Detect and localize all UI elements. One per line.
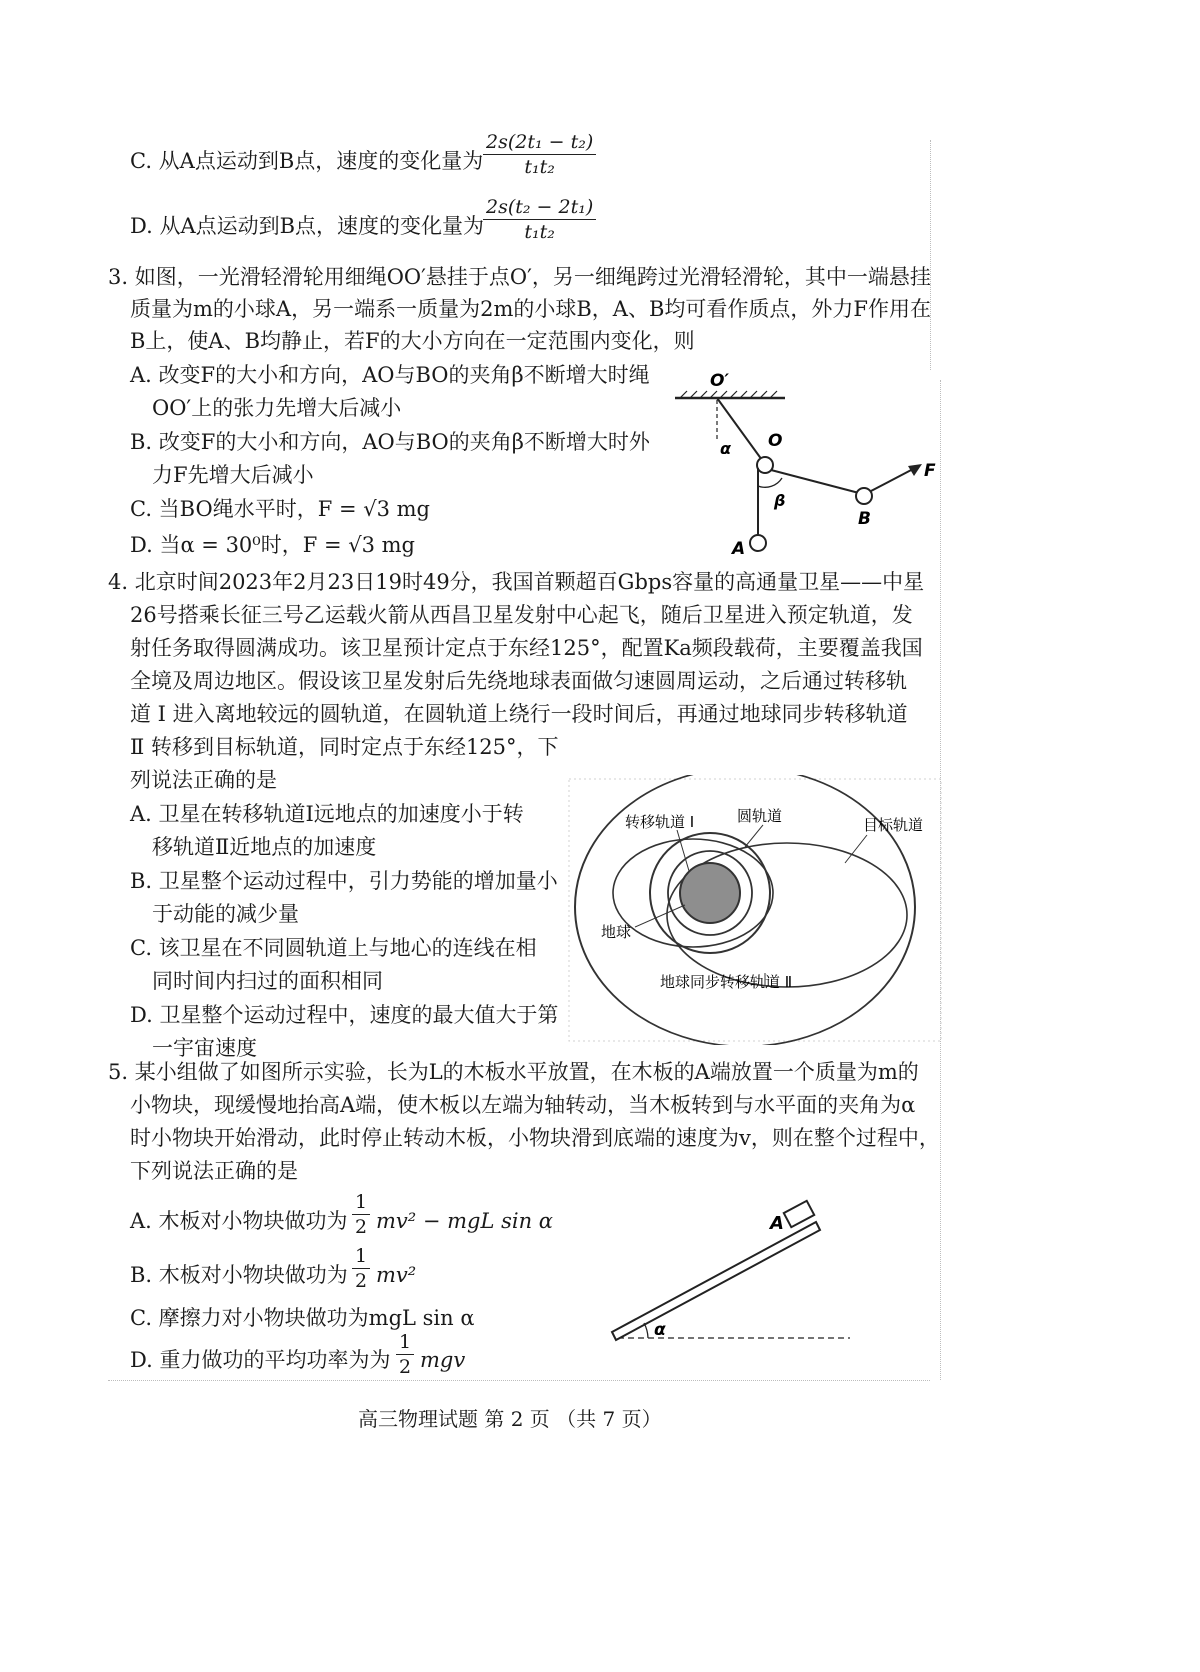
q4-stem-line4: 全境及周边地区。假设该卫星发射后先绕地球表面做匀速圆周运动，之后通过转移轨 (130, 669, 907, 693)
q4-option-a-line2: 移轨道Ⅱ近地点的加速度 (152, 835, 377, 859)
force-f-arrow (871, 468, 915, 491)
q4-stem-line3: 射任务取得圆满成功。该卫星预计定点于东经125°，配置Ka频段载荷，主要覆盖我国 (130, 636, 923, 660)
label-alpha: α (720, 439, 731, 458)
page-footer: 高三物理试题 第 2 页 （共 7 页） (358, 1407, 662, 1431)
q5-stem-line2: 小物块，现缓慢地抬高A端，使木板以左端为轴转动，当木板转到与水平面的夹角为α (130, 1093, 916, 1117)
q4-option-a-line1: A. 卫星在转移轨道Ⅰ远地点的加速度小于转 (130, 802, 524, 826)
q3-option-a-line2: OO′上的张力先增大后减小 (152, 396, 402, 420)
block-a (784, 1201, 814, 1227)
q5-option-d-suffix: mgv (420, 1348, 466, 1372)
earth (680, 863, 740, 923)
board (612, 1222, 820, 1340)
q5-option-b-suffix: mv² (376, 1263, 417, 1287)
q3-stem-line3: B上，使A、B均静止，若F的大小方向在一定范围内变化，则 (130, 329, 695, 353)
q3-pulley-diagram (660, 360, 950, 570)
q3-stem-line1: 3. 如图，一光滑轻滑轮用细绳OO′悬挂于点O′，另一细绳跨过光滑轻滑轮，其中一端悬挂 (108, 265, 931, 289)
q5-option-a-half: $\frac{1}{2}$ (352, 1190, 370, 1239)
pulley (757, 457, 773, 473)
q5-incline-diagram (600, 1195, 860, 1355)
leader-earth (635, 905, 685, 927)
q5-option-c: C. 摩擦力对小物块做功为mgL sin α (130, 1306, 475, 1330)
q2-option-d-fraction: $\frac{\text{2s(t₂ − 2t₁)}}{\text{t₁t₂}}$ (483, 195, 596, 244)
q4-stem-line6: Ⅱ 转移到目标轨道，同时定点于东经125°，下 (130, 735, 559, 759)
label-a: A (732, 539, 746, 559)
q3-stem-line2: 质量为m的小球A，另一端系一质量为2m的小球B，A、B均可看作质点，外力F作用在 (130, 297, 931, 321)
dotted-guide (930, 140, 931, 370)
ball-b (856, 488, 872, 504)
q4-orbit-diagram (565, 775, 945, 1045)
q2-option-c-fraction: $\frac{\text{2s(2t₁ − t₂)}}{\text{t₁t₂}}$ (483, 130, 596, 179)
q5-option-b-prefix: B. 木板对小物块做功为 (130, 1263, 348, 1287)
q5-option-d-prefix: D. 重力做功的平均功率为为 (130, 1348, 391, 1372)
label-transfer-orbit-1: 转移轨道 Ⅰ (625, 813, 695, 831)
q4-stem-line1: 4. 北京时间2023年2月23日19时49分，我国首颗超百Gbps容量的高通量卫星——中星 (108, 570, 925, 594)
label-target-orbit: 目标轨道 (863, 816, 924, 834)
ball-a (750, 535, 766, 551)
q3-option-d: D. 当α = 30⁰时，F = √3 mg (130, 533, 415, 557)
q2-option-c: C. 从A点运动到B点，速度的变化量为 (130, 149, 484, 173)
q5-option-b-half: $\frac{1}{2}$ (352, 1244, 370, 1293)
q4-option-d-line2: 一宇宙速度 (152, 1036, 257, 1060)
q3-option-c: C. 当BO绳水平时，F = √3 mg (130, 497, 430, 521)
dotted-guide (108, 1380, 930, 1381)
label-alpha: α (654, 1320, 666, 1340)
q4-stem-line7: 列说法正确的是 (130, 768, 277, 792)
q2-option-d: D. 从A点运动到B点，速度的变化量为 (130, 214, 485, 238)
q4-option-c-line2: 同时间内扫过的面积相同 (152, 969, 383, 993)
q5-option-a-prefix: A. 木板对小物块做功为 (130, 1209, 348, 1233)
q5-stem-line4: 下列说法正确的是 (130, 1159, 298, 1183)
label-circle-orbit: 圆轨道 (737, 807, 783, 825)
q3-option-a-line1: A. 改变F的大小和方向，AO与BO的夹角β不断增大时绳 (130, 363, 650, 387)
ceiling (675, 391, 785, 398)
label-beta: β (774, 491, 786, 510)
q5-stem-line1: 5. 某小组做了如图所示实验，长为L的木板水平放置，在木板的A端放置一个质量为m的 (108, 1060, 919, 1084)
rope-bo (771, 470, 859, 493)
label-earth: 地球 (601, 923, 632, 941)
label-a: A (770, 1213, 784, 1234)
q3-option-b-line1: B. 改变F的大小和方向，AO与BO的夹角β不断增大时外 (130, 430, 650, 454)
leader-circle-orbit (745, 825, 763, 847)
q4-option-c-line1: C. 该卫星在不同圆轨道上与地心的连线在相 (130, 936, 537, 960)
q5-option-d-half: $\frac{1}{2}$ (396, 1330, 414, 1379)
label-f: F (924, 461, 936, 481)
label-b: B (858, 509, 871, 529)
alpha-arc (644, 1323, 648, 1338)
q4-stem-line2: 26号搭乘长征三号乙运载火箭从西昌卫星发射中心起飞，随后卫星进入预定轨道，发 (130, 603, 913, 627)
q5-option-a-suffix: mv² − mgL sin α (376, 1209, 553, 1233)
q3-option-b-line2: 力F先增大后减小 (152, 463, 314, 487)
q5-stem-line3: 时小物块开始滑动，此时停止转动木板，小物块滑到底端的速度为v，则在整个过程中， (130, 1126, 940, 1150)
q4-stem-line5: 道 Ⅰ 进入离地较远的圆轨道，在圆轨道上绕行一段时间后，再通过地球同步转移轨道 (130, 702, 908, 726)
label-o: O (768, 431, 783, 451)
q4-option-b-line1: B. 卫星整个运动过程中，引力势能的增加量小 (130, 869, 558, 893)
q4-option-d-line1: D. 卫星整个运动过程中，速度的最大值大于第 (130, 1003, 559, 1027)
q4-option-b-line2: 于动能的减少量 (152, 902, 299, 926)
label-o-prime: O′ (710, 371, 729, 391)
label-geo-transfer-orbit-2: 地球同步转移轨道 Ⅱ (660, 973, 793, 991)
beta-arc (758, 478, 782, 487)
